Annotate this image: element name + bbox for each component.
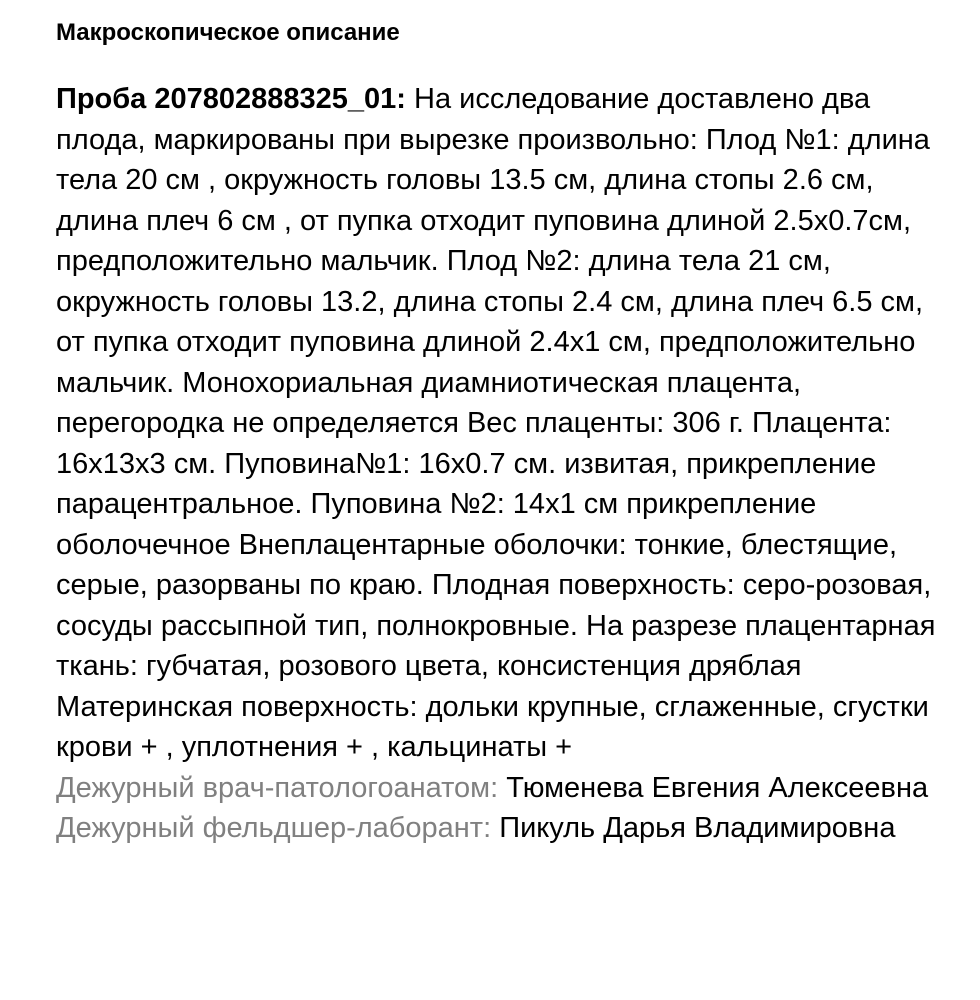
staff-name: Пикуль Дарья Владимировна	[499, 812, 896, 844]
staff-line-pathologist	[56, 768, 936, 809]
staff-role: Дежурный фельдшер-лаборант:	[56, 812, 492, 844]
sample-description	[56, 79, 936, 768]
staff-role: Дежурный врач-патологоанатом:	[56, 771, 499, 804]
sample-label: Проба 207802888325_01:	[56, 83, 406, 115]
sample-text: На исследование доставлено два плода, маркированы при вырезке произвольно: Плод №1: длина тела 20 см , окружность головы 13.5 см, длина стопы 2.6 см, длина плеч 6 см , от пупка отходит пуповина длиной 2.5х0.7см, предположительно мальчик. Плод №2: длина тела 21 см, окружность головы 13.2, длина стопы 2.4 см, длина плеч 6.5 см, от пупка отходит пуповина длиной 2.4х1 см, предположительно мальчик. Монохориальная диамниотическая плацента, перегородка не определяется Вес плаценты: 306 г. Плацента: 16х13х3 см. Пуповина№1: 16х0.7 см. извитая, прикрепление парацентральное. Пуповина №2: 14х1 см прикрепление оболочечное Внеплацентарные оболочки: тонкие, блестящие, серые, разорваны по краю. Плодная поверхность: серо-розовая, сосуды рассыпной тип, полнокровные. На разрезе плацентарная ткань: губчатая, розового цвета, консистенция дряблая Материнская поверхность: дольки крупные, сглаженные, сгустки крови + , уплотнения + , кальцинаты +	[56, 83, 936, 763]
staff-line-lab-assistant	[56, 808, 936, 849]
section-title: Макроскопическое описание	[56, 19, 400, 46]
staff-name: Тюменева Евгения Алексеевна	[506, 771, 929, 804]
